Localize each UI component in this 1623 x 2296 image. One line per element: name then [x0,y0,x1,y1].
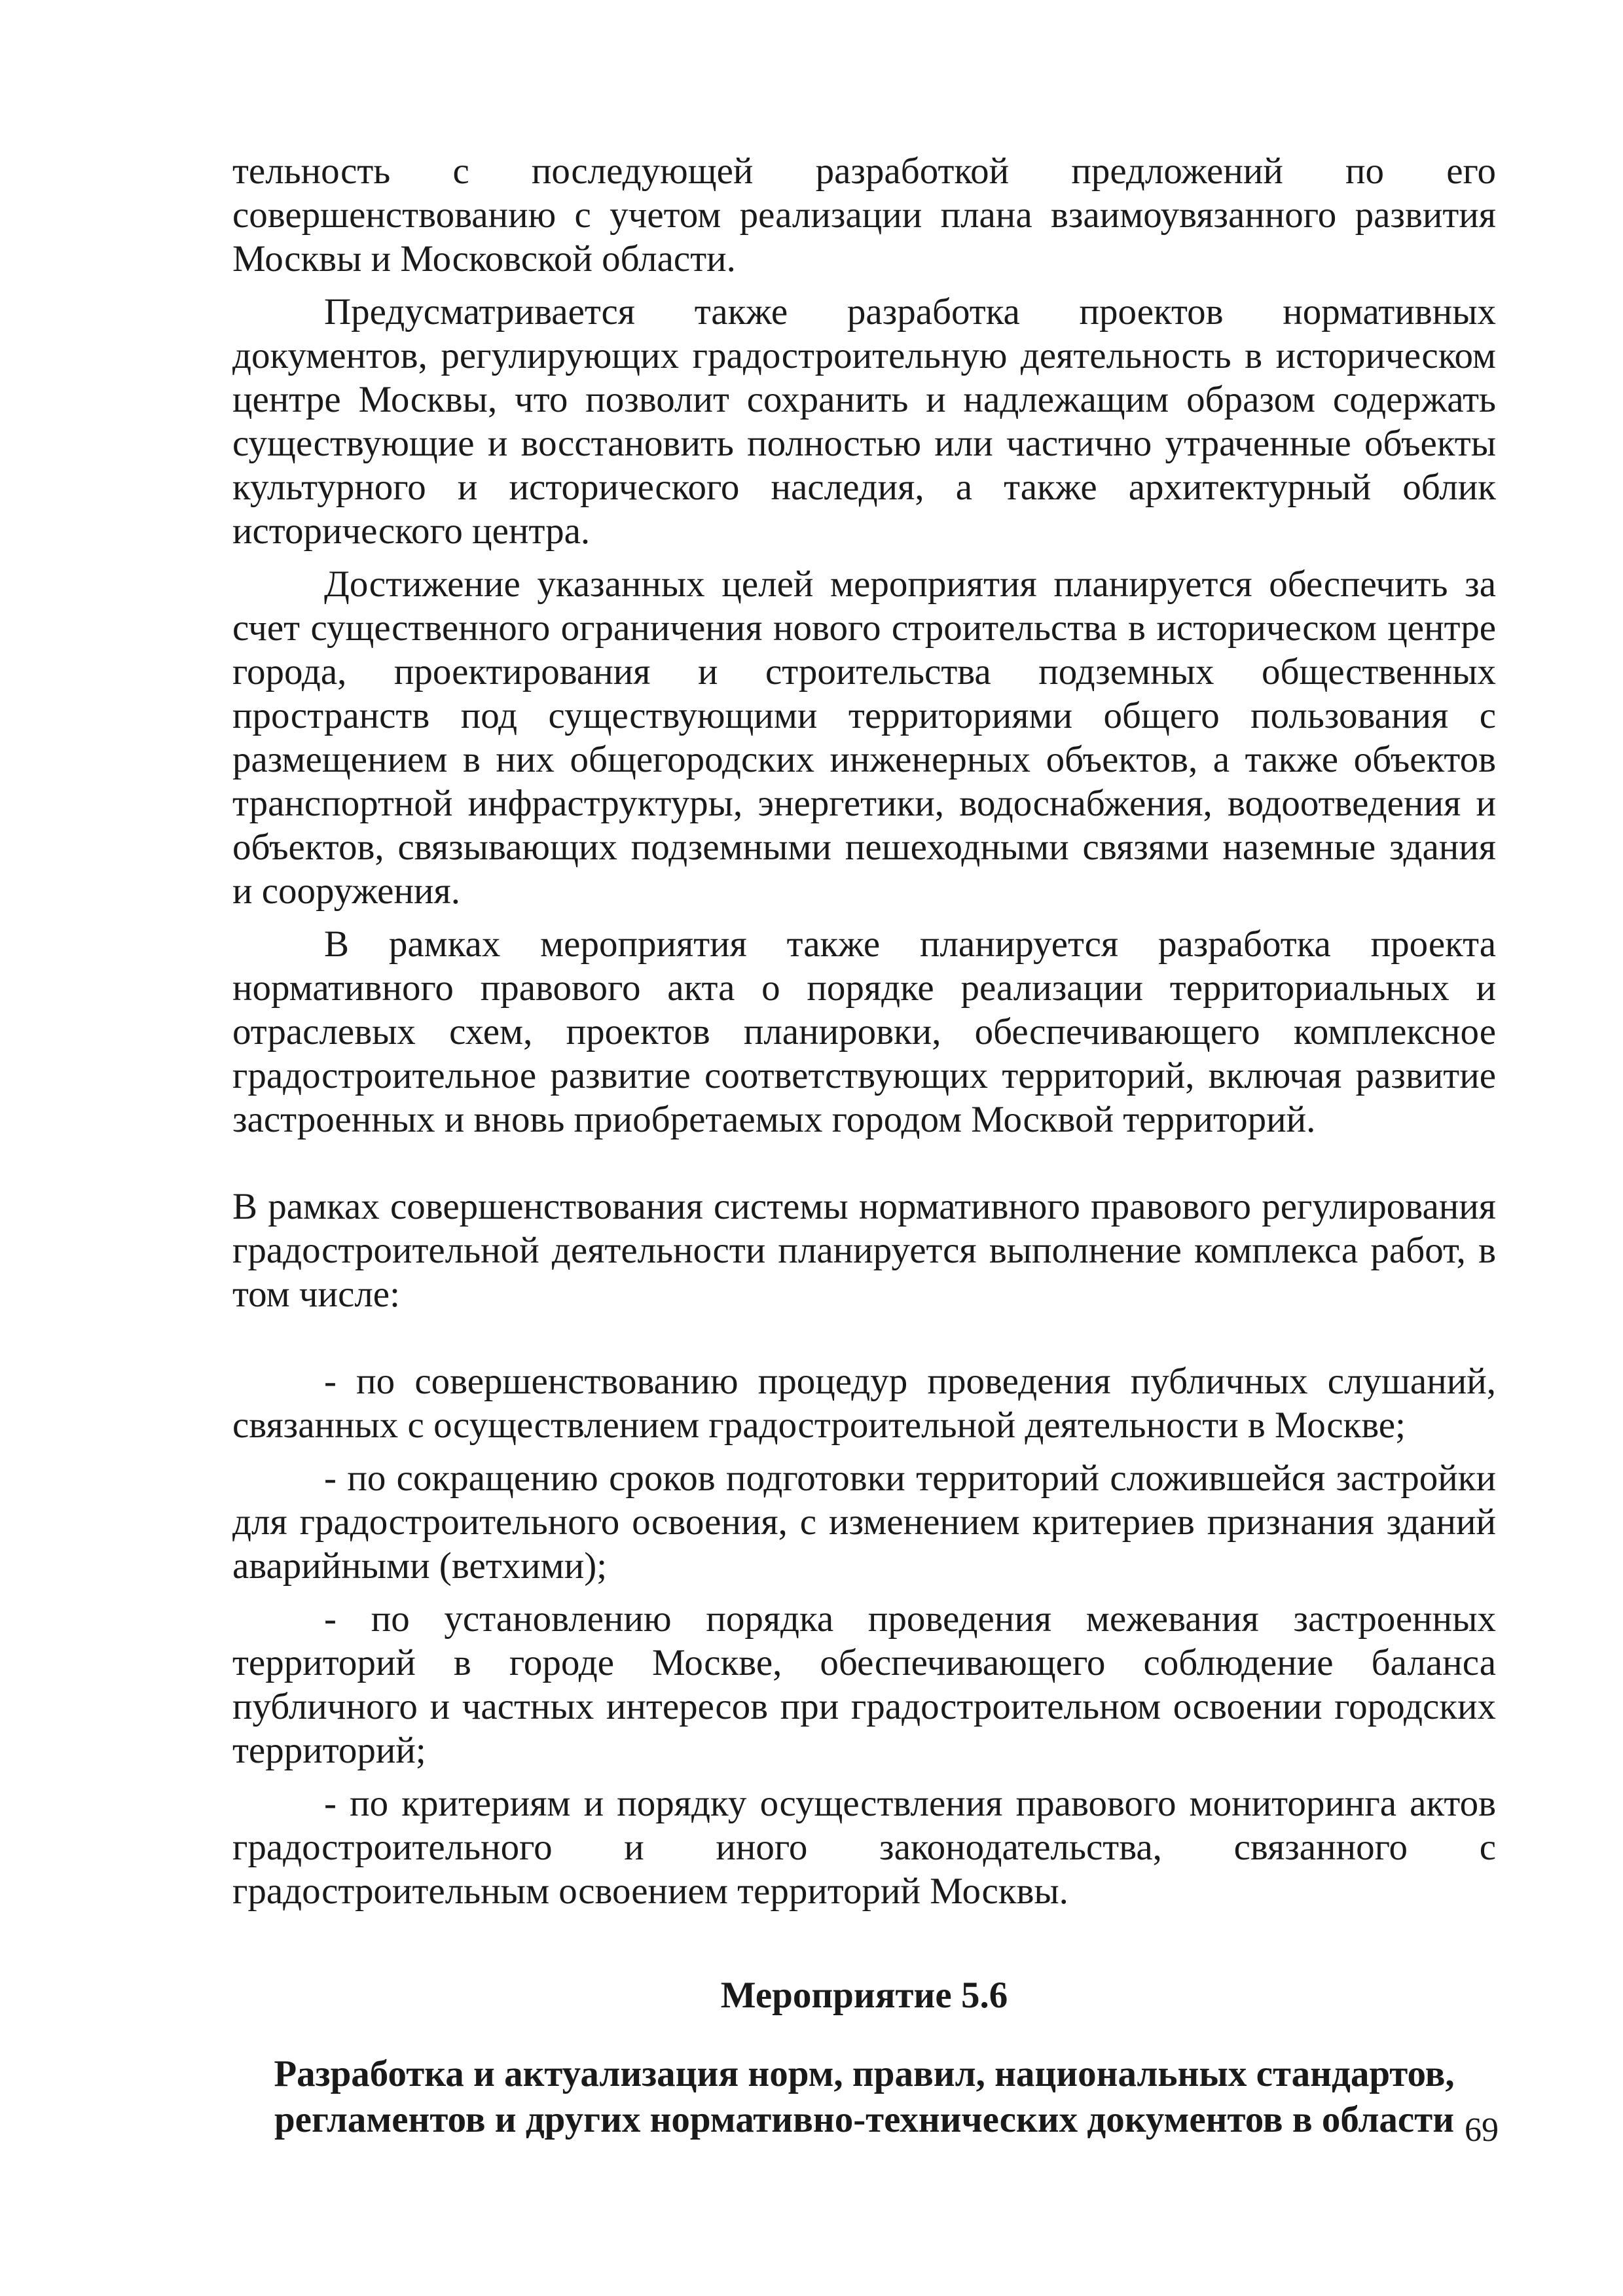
paragraph-regulation-intro: В рамках совершенствования системы нормативного правового регулирования градостроительной деятельности планируется выполнение комплекса работ, в том числе: [232,1186,1496,1315]
section-heading-title [232,2051,1496,2143]
section-heading-number: Мероприятие 5.6 [720,1975,1008,2016]
section-heading-title-line-2: регламентов и других нормативно-технических документов в области [274,2099,1455,2140]
list-item-territory-preparation: - по сокращению сроков подготовки территорий сложившейся застройки для градостроительного освоения, с изменением критериев признания зданий аварийными (ветхими); [232,1458,1496,1587]
paragraph-goals: Достижение указанных целей мероприятия планируется обеспечить за счет существенного ограничения нового строительства в историческом центре города, проектирования и строительства подземных общественных пространств под существующими территориями общего пользования с размещением в них общегородских инженерных объектов, а также объектов транспортной инфраструктуры, энергетики, водоснабжения, водоотведения и объектов, связывающих подземными пешеходными связями наземные здания и сооружения. [232,564,1496,912]
list-item-land-surveying: - по установлению порядка проведения межевания застроенных территорий в городе Москве, обеспечивающего соблюдение баланса публичного и частных интересов при градостроительном освоении городских территорий; [232,1598,1496,1771]
list-item-legal-monitoring: - по критериям и порядку осуществления правового мониторинга актов градостроительного и иного законодательства, связанного с градостроительным освоением территорий Москвы. [232,1783,1496,1912]
paragraph-territorial-schemes: В рамках мероприятия также планируется разработка проекта нормативного правового акта о порядке реализации территориальных и отраслевых схем, проектов планировки, обеспечивающего комплексное градостроительное развитие соответствующих территорий, включая развитие застроенных и вновь приобретаемых городом Москвой территорий. [232,924,1496,1140]
list-item-public-hearings: - по совершенствованию процедур проведения публичных слушаний, связанных с осуществлением градостроительной деятельности в Москве; [232,1361,1496,1446]
document-page [232,149,1496,2143]
paragraph-continuation: тельность с последующей разработкой предложений по его совершенствованию с учетом реализации плана взаимоувязанного развития Москвы и Московской области. [232,151,1496,279]
page-number: 69 [1465,2111,1499,2149]
section-heading-title-line-1: Разработка и актуализация норм, правил, национальных стандартов, [274,2053,1455,2094]
paragraph-historic-center: Предусматривается также разработка проектов нормативных документов, регулирующих градостроительную деятельность в историческом центре Москвы, что позволит сохранить и надлежащим образом содержать существующие и восстановить полностью или частично утраченные объекты культурного и исторического наследия, а также архитектурный облик исторического центра. [232,291,1496,552]
